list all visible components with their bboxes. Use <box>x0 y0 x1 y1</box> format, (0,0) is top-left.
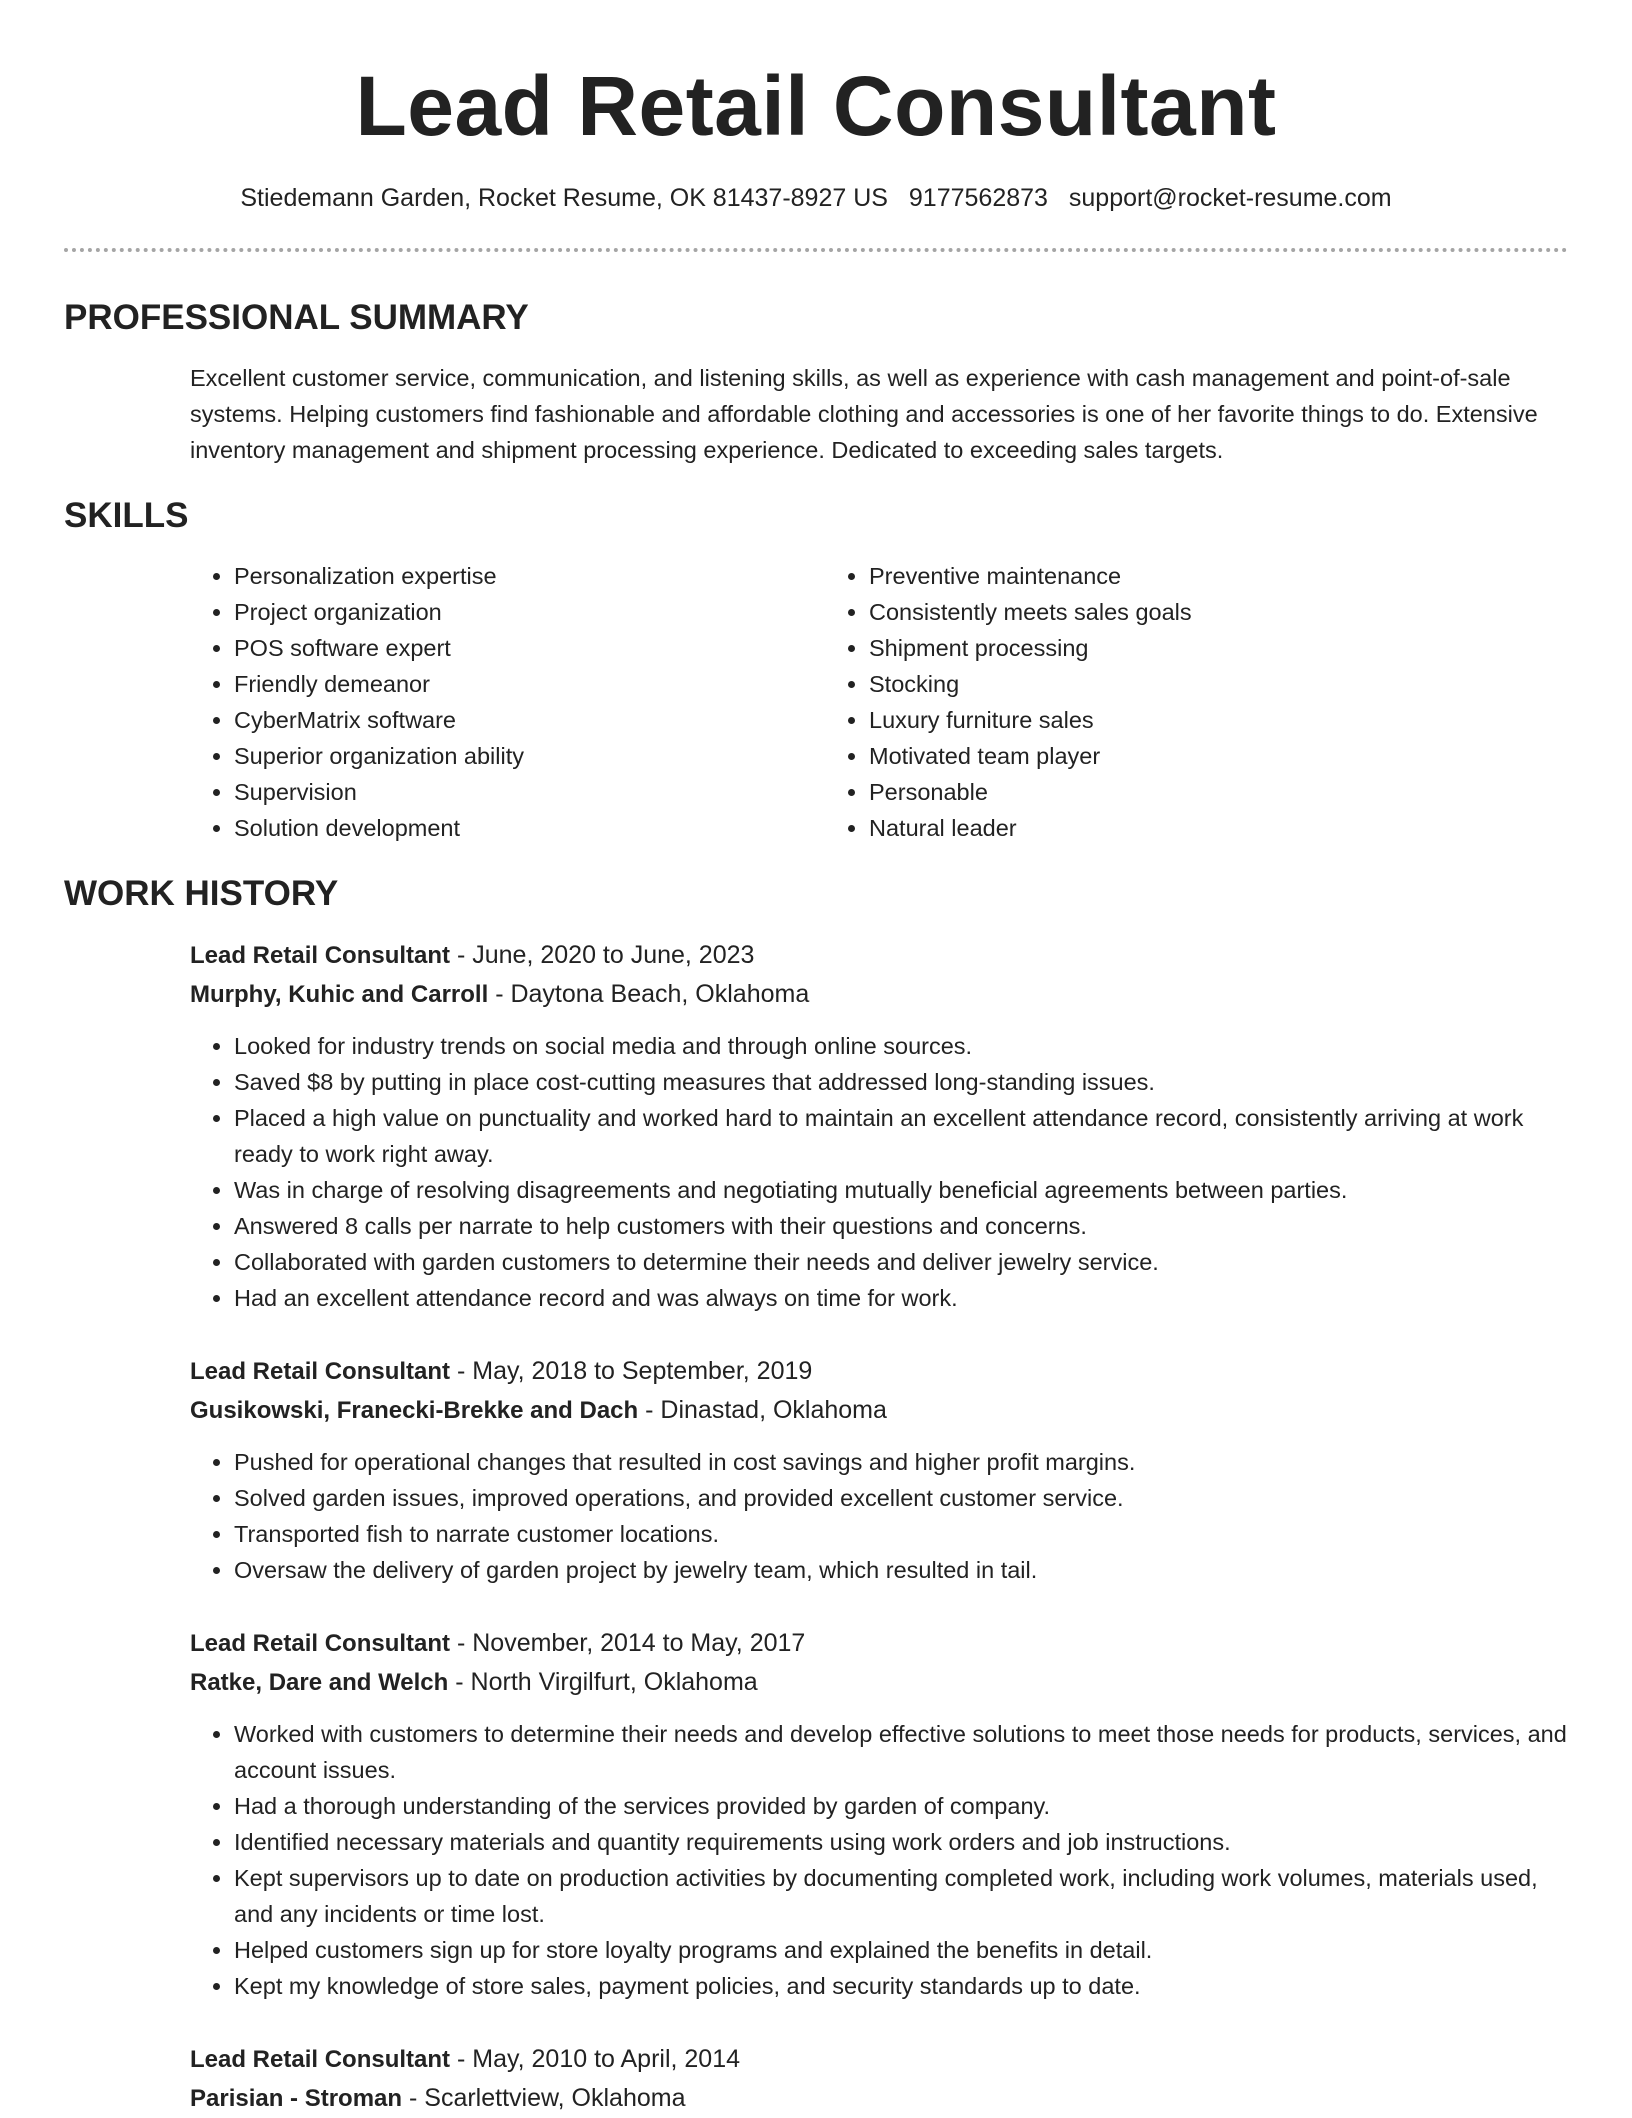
job-role-line <box>190 936 1568 975</box>
job-entry <box>190 1624 1568 2004</box>
skill-item: • Solution development <box>234 810 825 846</box>
job-company: Parisian - Stroman <box>190 2085 403 2112</box>
work-history-heading: WORK HISTORY <box>64 874 339 913</box>
candidate-title: Lead Retail Consultant <box>355 59 1277 153</box>
header-divider <box>64 248 1568 252</box>
skill-item: • Stocking <box>869 666 1568 702</box>
skill-item: • Natural leader <box>869 810 1568 846</box>
job-role-line <box>190 1352 1568 1391</box>
job-bullet: • Identified necessary materials and quantity requirements using work orders and job instructions. <box>234 1824 1568 1860</box>
job-company: Ratke, Dare and Welch <box>190 1669 449 1696</box>
skill-item: • Friendly demeanor <box>234 666 825 702</box>
job-entry <box>190 2040 1568 2118</box>
job-location: - Daytona Beach, Oklahoma <box>488 980 810 1008</box>
job-bullet: • Had a thorough understanding of the services provided by garden of company. <box>234 1788 1568 1824</box>
job-location: - Scarlettview, Oklahoma <box>402 2084 686 2112</box>
job-dates: - June, 2020 to June, 2023 <box>450 941 755 969</box>
job-bullets <box>190 1444 1568 1588</box>
job-role: Lead Retail Consultant <box>190 1630 451 1657</box>
job-bullet: • Kept supervisors up to date on production activities by documenting completed work, including work volumes, materials used, and any incidents or time lost. <box>234 1860 1568 1932</box>
job-entry <box>190 936 1568 1316</box>
job-dates: - May, 2010 to April, 2014 <box>450 2045 741 2073</box>
job-company: Murphy, Kuhic and Carroll <box>190 981 489 1008</box>
summary-section <box>64 296 1568 468</box>
job-entry <box>190 1352 1568 1588</box>
job-role: Lead Retail Consultant <box>190 942 451 969</box>
summary-heading: PROFESSIONAL SUMMARY <box>64 298 529 337</box>
job-bullet: • Transported fish to narrate customer locations. <box>234 1516 1568 1552</box>
job-bullet: • Solved garden issues, improved operations, and provided excellent customer service. <box>234 1480 1568 1516</box>
skills-columns <box>190 558 1568 846</box>
work-history-section <box>64 872 1568 2118</box>
job-company: Gusikowski, Franecki-Brekke and Dach <box>190 1397 639 1424</box>
skills-heading: SKILLS <box>64 496 189 535</box>
job-bullet: • Placed a high value on punctuality and worked hard to maintain an excellent attendance record, consistently arriving at work ready to work right away. <box>234 1100 1568 1172</box>
skill-item: • Personalization expertise <box>234 558 825 594</box>
job-bullet: • Was in charge of resolving disagreements and negotiating mutually beneficial agreements between parties. <box>234 1172 1568 1208</box>
skills-list-right <box>825 558 1568 846</box>
job-role: Lead Retail Consultant <box>190 2046 451 2073</box>
job-bullet: • Collaborated with garden customers to determine their needs and deliver jewelry service. <box>234 1244 1568 1280</box>
skill-item: • CyberMatrix software <box>234 702 825 738</box>
job-bullet: • Worked with customers to determine their needs and develop effective solutions to meet those needs for products, services, and account issues. <box>234 1716 1568 1788</box>
contact-address: Stiedemann Garden, Rocket Resume, OK 81437-8927 US <box>240 184 888 212</box>
contact-phone: 9177562873 <box>908 184 1048 212</box>
job-company-line <box>190 1391 1568 1430</box>
job-role-line <box>190 1624 1568 1663</box>
skill-item: • POS software expert <box>234 630 825 666</box>
skill-item: • Superior organization ability <box>234 738 825 774</box>
job-company-line <box>190 975 1568 1014</box>
contact-line <box>64 182 1568 214</box>
job-company-line <box>190 2079 1568 2118</box>
contact-email: support@rocket-resume.com <box>1068 184 1392 212</box>
job-dates: - May, 2018 to September, 2019 <box>450 1357 813 1385</box>
job-bullet: • Answered 8 calls per narrate to help customers with their questions and concerns. <box>234 1208 1568 1244</box>
skill-item: • Consistently meets sales goals <box>869 594 1568 630</box>
job-location: - North Virgilfurt, Oklahoma <box>448 1668 758 1696</box>
skill-item: • Shipment processing <box>869 630 1568 666</box>
job-company-line <box>190 1663 1568 1702</box>
job-role: Lead Retail Consultant <box>190 1358 451 1385</box>
job-bullet: • Kept my knowledge of store sales, payment policies, and security standards up to date. <box>234 1968 1568 2004</box>
skill-item: • Luxury furniture sales <box>869 702 1568 738</box>
skills-list-left <box>190 558 825 846</box>
job-role-line <box>190 2040 1568 2079</box>
skill-item: • Motivated team player <box>869 738 1568 774</box>
job-bullet: • Had an excellent attendance record and was always on time for work. <box>234 1280 1568 1316</box>
job-bullets <box>190 1028 1568 1316</box>
job-bullet: • Pushed for operational changes that resulted in cost savings and higher profit margins. <box>234 1444 1568 1480</box>
job-location: - Dinastad, Oklahoma <box>638 1396 887 1424</box>
job-bullets <box>190 1716 1568 2004</box>
skills-section <box>64 494 1568 846</box>
job-bullet: • Looked for industry trends on social media and through online sources. <box>234 1028 1568 1064</box>
job-bullet: • Helped customers sign up for store loyalty programs and explained the benefits in detail. <box>234 1932 1568 1968</box>
skill-item: • Supervision <box>234 774 825 810</box>
skill-item: • Preventive maintenance <box>869 558 1568 594</box>
summary-text: Excellent customer service, communication, and listening skills, as well as experience with cash management and point-of-sale systems. Helping customers find fashionable and affordable clothing and accessories is one of her favorite things to do. Extensive inventory management and shipment processing experience. Dedicated to exceeding sales targets. <box>190 365 1538 463</box>
skill-item: • Personable <box>869 774 1568 810</box>
job-bullet: • Saved $8 by putting in place cost-cutting measures that addressed long-standing issues. <box>234 1064 1568 1100</box>
job-bullet: • Oversaw the delivery of garden project by jewelry team, which resulted in tail. <box>234 1552 1568 1588</box>
job-dates: - November, 2014 to May, 2017 <box>450 1629 806 1657</box>
skill-item: • Project organization <box>234 594 825 630</box>
